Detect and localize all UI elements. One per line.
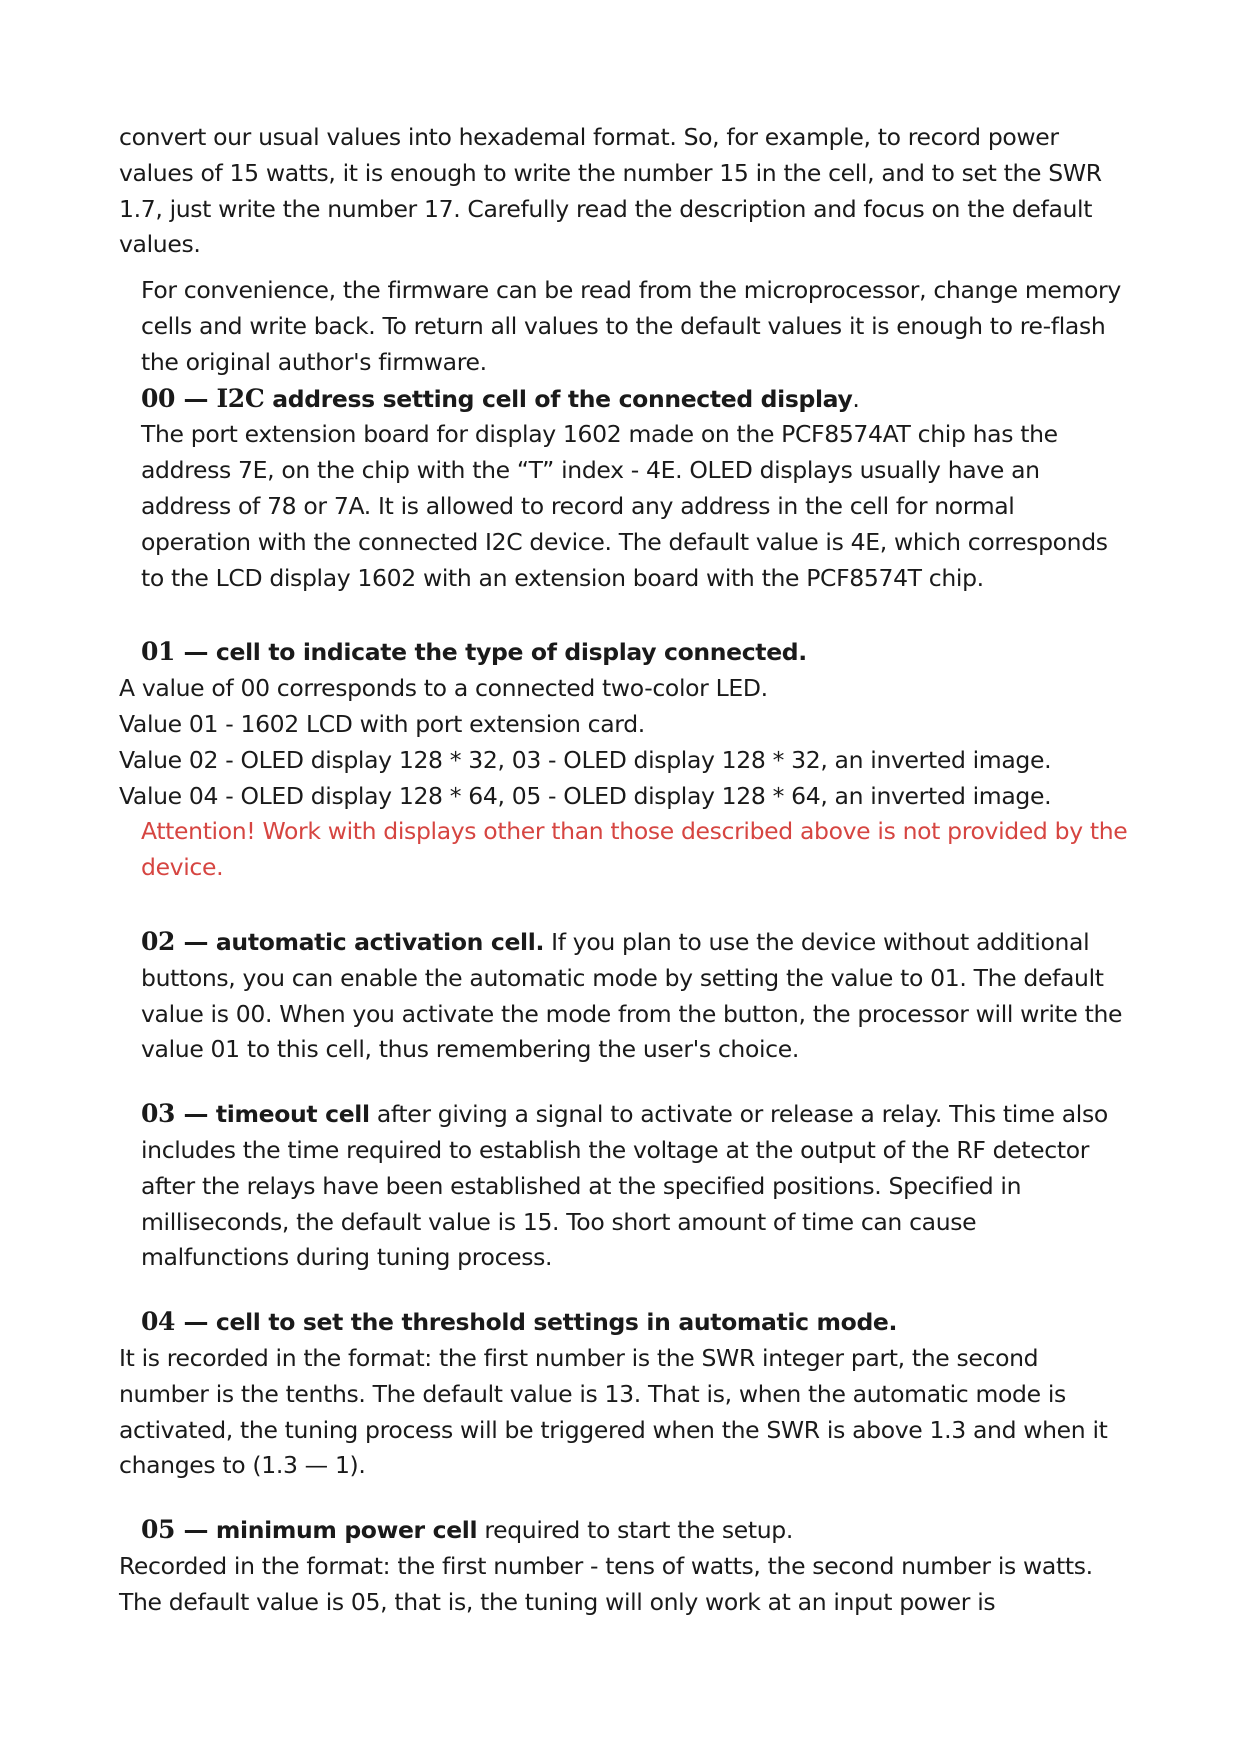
cell04-body: It is recorded in the format: the first number is the SWR integer part, the second number is the tenths. The default value is 13. That is, when the automatic mode is activated, the tuning process will be triggered when the SWR is above 1.3 and when it changes to (1.3 — 1).	[119, 1343, 1108, 1480]
cell05-title: minimum power cell	[208, 1516, 478, 1545]
cell05-body: Recorded in the format: the first number - tens of watts, the second number is watts. The default value is 05, that is, the tuning will only work at an input power is	[119, 1551, 1093, 1616]
cell05-number: 05 —	[141, 1515, 209, 1545]
cell01-title: cell to indicate the type of display connected.	[208, 638, 807, 667]
cell00-heading	[119, 381, 1129, 418]
cell03-number: 03 —	[141, 1099, 209, 1129]
cell00-number: 00 — I2C	[141, 383, 265, 413]
cell03-paragraph	[119, 1096, 1129, 1276]
cell00-title: address setting cell of the connected display	[264, 384, 853, 413]
cell03-title: timeout cell	[208, 1100, 370, 1129]
cell01-line-3: Value 02 - OLED display 128 * 32, 03 - OLED display 128 * 32, an inverted image.	[119, 745, 1052, 774]
cell01-line-2: Value 01 - 1602 LCD with port extension card.	[119, 709, 645, 738]
cell01-heading	[119, 634, 1129, 671]
cell00-body: The port extension board for display 1602 made on the PCF8574AT chip has the address 7E, on the chip with the “T” index - 4E. OLED displays usually have an address of 78 or 7A. It is allowed to record any address in the cell for normal operation with the connected I2C device. The default value is 4E, which corresponds to the LCD display 1602 with an extension board with the PCF8574T chip.	[141, 420, 1108, 592]
cell02-number: 02 —	[141, 926, 209, 956]
cell01-line-1: A value of 00 corresponds to a connected two-color LED.	[119, 674, 768, 703]
cell00-title-dot: .	[852, 384, 860, 413]
cell01-number: 01 —	[141, 637, 209, 667]
page-content	[119, 120, 1129, 1620]
cell02-title: automatic activation cell.	[208, 927, 545, 956]
cell04-title: cell to set the threshold settings in automatic mode.	[208, 1308, 898, 1337]
cell04-number: 04 —	[141, 1307, 209, 1337]
cell01-attention-note: Attention! Work with displays other than those described above is not provided by the device.	[141, 817, 1128, 882]
cell03-body: after giving a signal to activate or release a relay. This time also includes the time required to establish the voltage at the output of the RF detector after the relays have been established at the specified positions. Specified in milliseconds, the default value is 15. Too short amount of time can cause malfunctions during tuning process.	[141, 1100, 1108, 1272]
cell05-heading	[119, 1512, 1129, 1549]
intro-paragraph-1: convert our usual values into hexademal format. So, for example, to record power values of 15 watts, it is enough to write the number 15 in the cell, and to set the SWR 1.7, just write the number 17. Carefully read the description and focus on the default values.	[119, 123, 1102, 259]
cell01-line-4: Value 04 - OLED display 128 * 64, 05 - OLED display 128 * 64, an inverted image.	[119, 781, 1052, 810]
cell04-heading	[119, 1304, 1129, 1341]
cell02-paragraph	[119, 924, 1129, 1068]
cell05-title-tail: required to start the setup.	[477, 1516, 793, 1545]
intro-paragraph-2: For convenience, the firmware can be read from the microprocessor, change memory cells and write back. To return all values to the default values it is enough to re-flash the original author's firmware.	[141, 276, 1121, 376]
cell02-body: If you plan to use the device without additional buttons, you can enable the automatic mode by setting the value to 01. The default value is 00. When you activate the mode from the button, the processor will write the value 01 to this cell, thus remembering the user's choice.	[141, 927, 1123, 1064]
